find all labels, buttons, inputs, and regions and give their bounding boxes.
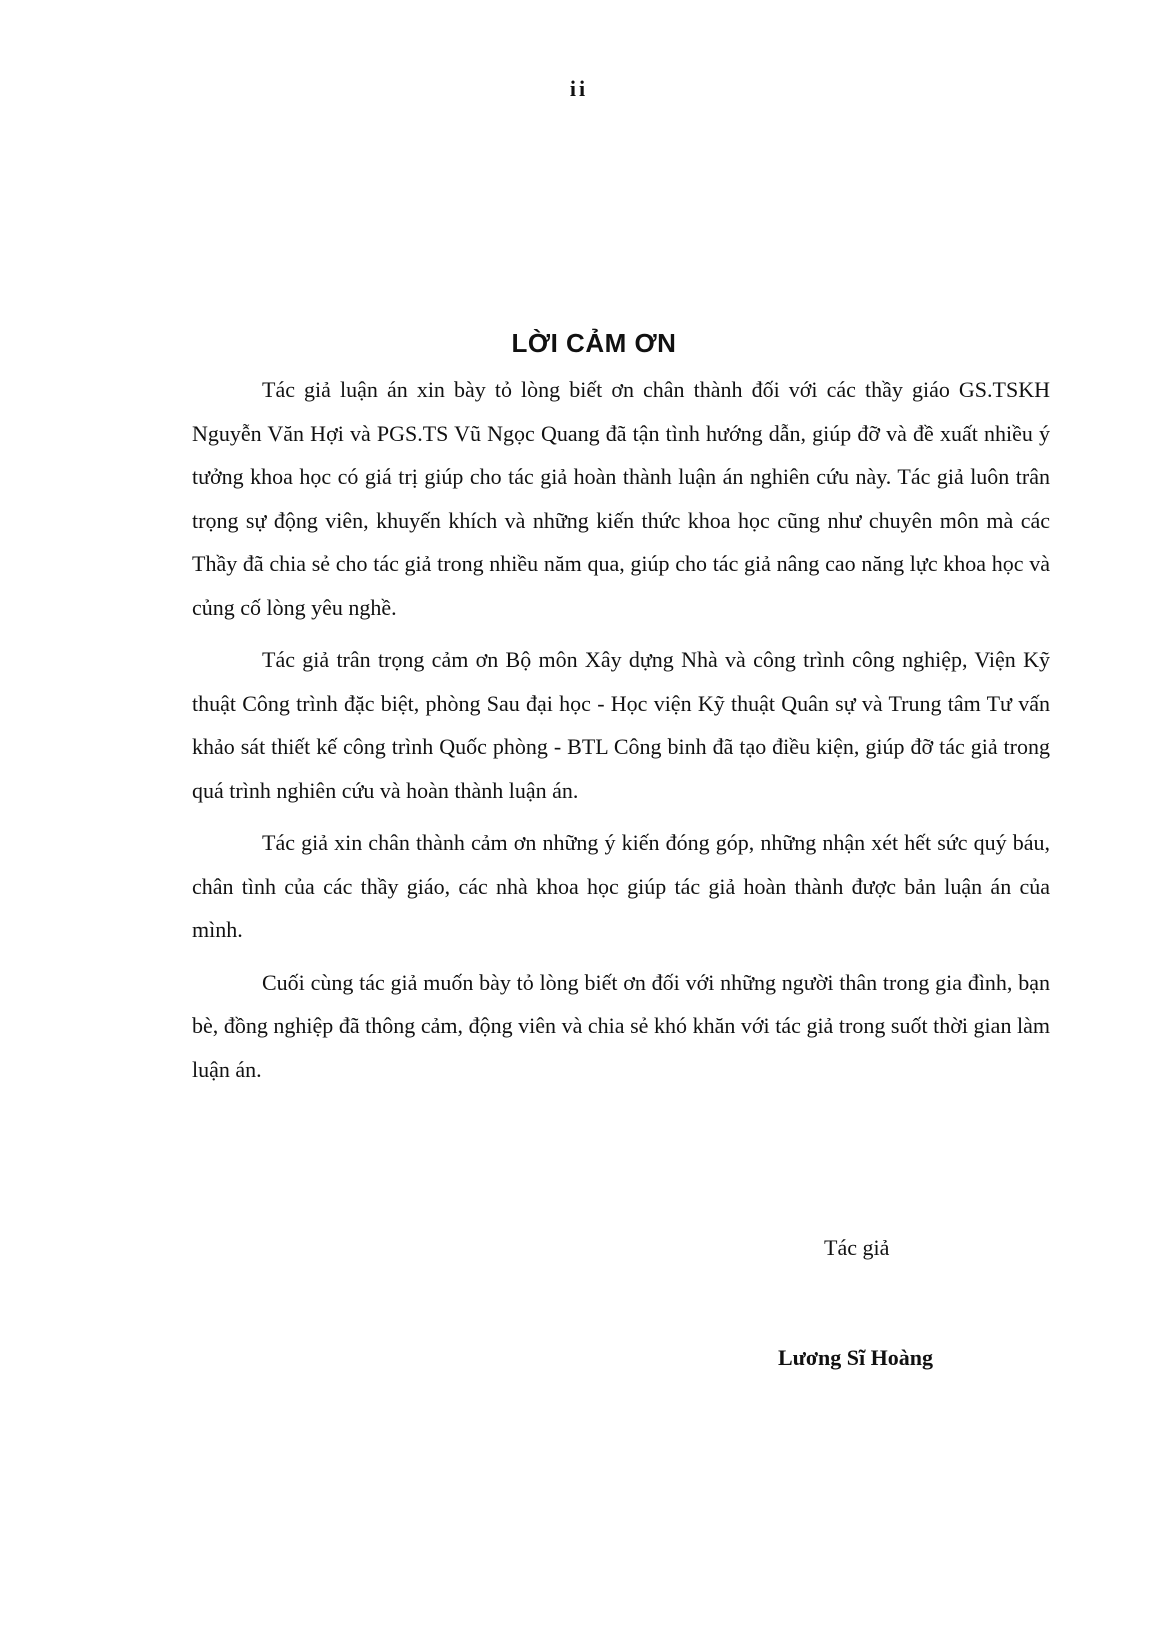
author-name: Lương Sĩ Hoàng	[778, 1345, 933, 1370]
paragraph-1: Tác giả luận án xin bày tỏ lòng biết ơn chân thành đối với các thầy giáo GS.TSKH Nguyễn Văn Hợi và PGS.TS Vũ Ngọc Quang đã tận tình hướng dẫn, giúp đỡ và đề xuất nhiều ý tưởng khoa học có giá trị giúp cho tác giả hoàn thành luận án nghiên cứu này. Tác giả luôn trân trọng sự động viên, khuyến khích và những kiến thức khoa học cũng như chuyên môn mà các Thầy đã chia sẻ cho tác giả trong nhiều năm qua, giúp cho tác giả nâng cao năng lực khoa học và củng cố lòng yêu nghề.	[192, 377, 1050, 620]
paragraph-2: Tác giả trân trọng cảm ơn Bộ môn Xây dựng Nhà và công trình công nghiệp, Viện Kỹ thuật Công trình đặc biệt, phòng Sau đại học - Học viện Kỹ thuật Quân sự và Trung tâm Tư vấn khảo sát thiết kế công trình Quốc phòng - BTL Công binh đã tạo điều kiện, giúp đỡ tác giả trong quá trình nghiên cứu và hoàn thành luận án.	[192, 647, 1050, 803]
paragraph-3: Tác giả xin chân thành cảm ơn những ý kiến đóng góp, những nhận xét hết sức quý báu, chân tình của các thầy giáo, các nhà khoa học giúp tác giả hoàn thành được bản luận án của mình.	[192, 830, 1050, 942]
page-number: ii	[569, 76, 589, 101]
page-title: LỜI CẢM ƠN	[511, 328, 677, 358]
acknowledgement-body	[192, 368, 1050, 1091]
author-label: Tác giả	[824, 1235, 890, 1260]
paragraph-4: Cuối cùng tác giả muốn bày tỏ lòng biết ơn đối với những người thân trong gia đình, bạn bè, đồng nghiệp đã thông cảm, động viên và chia sẻ khó khăn với tác giả trong suốt thời gian làm luận án.	[192, 969, 1050, 1082]
